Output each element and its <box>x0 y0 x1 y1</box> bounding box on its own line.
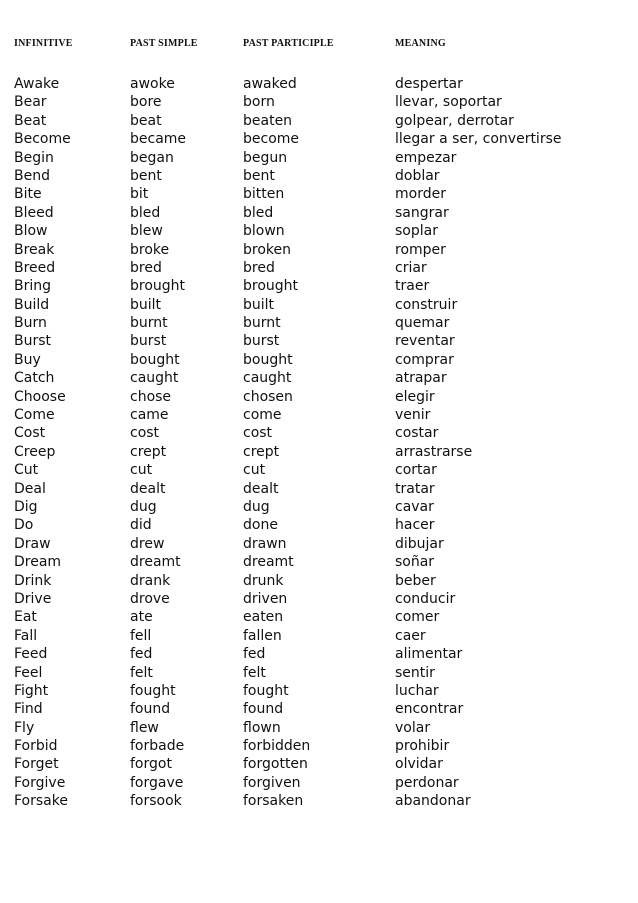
cell-meaning: morder <box>395 186 446 203</box>
cell-meaning: encontrar <box>395 701 464 718</box>
cell-past-participle: bled <box>243 204 274 221</box>
cell-meaning: despertar <box>395 76 463 92</box>
cell-meaning: soplar <box>395 223 438 240</box>
table-row <box>0 406 638 424</box>
cell-past-participle: born <box>243 94 275 111</box>
cell-meaning: empezar <box>395 149 457 166</box>
cell-past-simple: drove <box>130 590 170 607</box>
cell-infinitive: Awake <box>14 76 60 92</box>
cell-infinitive: Bear <box>14 94 47 111</box>
table-row <box>0 498 638 516</box>
cell-past-simple: began <box>130 149 174 166</box>
cell-past-participle: eaten <box>243 609 284 626</box>
cell-past-simple: drew <box>130 535 165 552</box>
cell-past-simple: cost <box>130 425 160 442</box>
cell-infinitive: Buy <box>14 351 41 368</box>
cell-infinitive: Cut <box>14 462 39 479</box>
cell-past-participle: cut <box>243 462 266 479</box>
cell-infinitive: Bleed <box>14 204 54 221</box>
table-row <box>0 664 638 682</box>
cell-infinitive: Fight <box>14 682 49 699</box>
cell-infinitive: Break <box>14 241 55 258</box>
table-row <box>0 185 638 203</box>
header-past-simple: PAST SIMPLE <box>130 38 198 49</box>
header-infinitive: INFINITIVE <box>14 38 73 49</box>
cell-past-participle: found <box>243 701 284 718</box>
cell-past-simple: bent <box>130 167 162 184</box>
table-row <box>0 332 638 350</box>
cell-meaning: construir <box>395 296 458 313</box>
cell-past-simple: fell <box>130 627 152 644</box>
cell-infinitive: Begin <box>14 149 54 166</box>
cell-infinitive: Feel <box>14 664 43 681</box>
cell-infinitive: Come <box>14 407 55 424</box>
cell-past-participle: bought <box>243 351 293 368</box>
cell-infinitive: Bend <box>14 167 50 184</box>
cell-meaning: alimentar <box>395 646 463 663</box>
cell-meaning: volar <box>395 719 431 736</box>
table-row <box>0 682 638 700</box>
cell-past-participle: forgotten <box>243 756 308 773</box>
cell-infinitive: Deal <box>14 480 46 497</box>
cell-meaning: sentir <box>395 664 435 681</box>
cell-past-simple: did <box>130 517 152 534</box>
cell-past-simple: bought <box>130 351 180 368</box>
table-row <box>0 535 638 553</box>
cell-meaning: beber <box>395 572 436 589</box>
cell-meaning: comprar <box>395 351 454 368</box>
cell-meaning: soñar <box>395 554 435 571</box>
cell-past-participle: forgiven <box>243 774 301 791</box>
cell-past-simple: forgot <box>130 756 172 773</box>
cell-meaning: criar <box>395 259 427 276</box>
cell-past-participle: done <box>243 517 278 534</box>
cell-meaning: cavar <box>395 498 434 515</box>
table-row <box>0 277 638 295</box>
cell-infinitive: Fall <box>14 627 38 644</box>
cell-infinitive: Eat <box>14 609 37 626</box>
cell-past-participle: come <box>243 407 282 424</box>
cell-infinitive: Beat <box>14 112 47 129</box>
cell-infinitive: Dream <box>14 554 62 571</box>
cell-meaning: luchar <box>395 682 439 699</box>
cell-infinitive: Bring <box>14 278 52 295</box>
cell-past-simple: fought <box>130 682 176 699</box>
cell-meaning: atrapar <box>395 370 447 387</box>
cell-past-participle: dreamt <box>243 554 294 571</box>
cell-past-participle: crept <box>243 443 280 460</box>
cell-meaning: golpear, derrotar <box>395 112 514 129</box>
cell-past-participle: chosen <box>243 388 293 405</box>
cell-past-simple: drank <box>130 572 171 589</box>
verb-list <box>0 75 638 811</box>
cell-past-simple: bore <box>130 94 162 111</box>
cell-infinitive: Dig <box>14 498 38 515</box>
cell-infinitive: Forgive <box>14 774 66 791</box>
cell-past-simple: burnt <box>130 315 168 332</box>
cell-past-participle: become <box>243 131 300 148</box>
cell-infinitive: Breed <box>14 259 56 276</box>
table-row <box>0 737 638 755</box>
cell-meaning: caer <box>395 627 426 644</box>
cell-meaning: abandonar <box>395 793 471 810</box>
cell-infinitive: Cost <box>14 425 46 442</box>
cell-meaning: reventar <box>395 333 455 350</box>
cell-past-simple: ate <box>130 609 153 626</box>
table-row <box>0 241 638 259</box>
cell-past-participle: dealt <box>243 480 279 497</box>
table-row <box>0 167 638 185</box>
cell-past-simple: brought <box>130 278 186 295</box>
cell-past-participle: blown <box>243 223 285 240</box>
table-row <box>0 700 638 718</box>
table-row <box>0 572 638 590</box>
table-row <box>0 645 638 663</box>
cell-past-simple: built <box>130 296 162 313</box>
cell-past-participle: brought <box>243 278 299 295</box>
cell-past-simple: fed <box>130 646 153 663</box>
table-row <box>0 755 638 773</box>
cell-past-participle: cost <box>243 425 273 442</box>
cell-meaning: venir <box>395 407 431 424</box>
cell-past-participle: burnt <box>243 315 281 332</box>
cell-past-participle: flown <box>243 719 281 736</box>
cell-past-simple: bit <box>130 186 149 203</box>
cell-past-simple: dreamt <box>130 554 181 571</box>
table-row <box>0 369 638 387</box>
cell-meaning: traer <box>395 278 430 295</box>
cell-meaning: romper <box>395 241 446 258</box>
cell-past-participle: burst <box>243 333 280 350</box>
cell-past-simple: forgave <box>130 774 184 791</box>
table-row <box>0 314 638 332</box>
table-row <box>0 149 638 167</box>
cell-past-participle: broken <box>243 241 291 258</box>
cell-past-participle: bitten <box>243 186 285 203</box>
cell-meaning: doblar <box>395 167 440 184</box>
cell-past-simple: became <box>130 131 187 148</box>
table-row <box>0 130 638 148</box>
cell-meaning: costar <box>395 425 439 442</box>
table-row <box>0 75 638 93</box>
table-row <box>0 296 638 314</box>
cell-past-participle: awaked <box>243 76 297 92</box>
table-row <box>0 553 638 571</box>
cell-infinitive: Blow <box>14 223 48 240</box>
cell-meaning: hacer <box>395 517 435 534</box>
cell-past-simple: burst <box>130 333 167 350</box>
cell-meaning: arrastrarse <box>395 443 473 460</box>
header-meaning: MEANING <box>395 38 446 49</box>
cell-past-participle: begun <box>243 149 288 166</box>
table-row <box>0 424 638 442</box>
cell-infinitive: Creep <box>14 443 56 460</box>
cell-past-participle: bred <box>243 259 275 276</box>
table-row <box>0 259 638 277</box>
header-past-participle: PAST PARTICIPLE <box>243 38 334 49</box>
cell-past-participle: beaten <box>243 112 293 129</box>
table-row <box>0 93 638 111</box>
table-row <box>0 719 638 737</box>
table-row <box>0 480 638 498</box>
cell-past-participle: fought <box>243 682 289 699</box>
cell-past-simple: forsook <box>130 793 182 810</box>
cell-past-participle: dug <box>243 498 270 515</box>
cell-past-simple: caught <box>130 370 179 387</box>
cell-past-simple: came <box>130 407 169 424</box>
cell-past-simple: bred <box>130 259 162 276</box>
cell-past-simple: awoke <box>130 76 175 92</box>
cell-infinitive: Do <box>14 517 34 534</box>
cell-past-simple: chose <box>130 388 172 405</box>
table-row <box>0 351 638 369</box>
cell-past-participle: drunk <box>243 572 284 589</box>
cell-past-simple: beat <box>130 112 162 129</box>
cell-past-participle: forsaken <box>243 793 304 810</box>
cell-meaning: dibujar <box>395 535 444 552</box>
cell-infinitive: Drive <box>14 590 52 607</box>
table-row <box>0 774 638 792</box>
cell-past-participle: fallen <box>243 627 282 644</box>
cell-past-simple: bled <box>130 204 161 221</box>
table-row <box>0 627 638 645</box>
cell-past-participle: caught <box>243 370 292 387</box>
table-row <box>0 443 638 461</box>
table-row <box>0 204 638 222</box>
cell-past-participle: felt <box>243 664 266 681</box>
cell-past-participle: driven <box>243 590 288 607</box>
cell-past-participle: bent <box>243 167 275 184</box>
cell-infinitive: Become <box>14 131 71 148</box>
cell-infinitive: Choose <box>14 388 66 405</box>
cell-past-participle: built <box>243 296 275 313</box>
cell-past-simple: forbade <box>130 738 185 755</box>
cell-infinitive: Build <box>14 296 50 313</box>
cell-meaning: comer <box>395 609 440 626</box>
cell-meaning: cortar <box>395 462 437 479</box>
cell-infinitive: Burst <box>14 333 52 350</box>
cell-past-simple: cut <box>130 462 153 479</box>
cell-meaning: perdonar <box>395 774 459 791</box>
cell-past-simple: flew <box>130 719 159 736</box>
cell-meaning: prohibir <box>395 738 450 755</box>
table-row <box>0 792 638 810</box>
cell-infinitive: Burn <box>14 315 47 332</box>
cell-past-simple: crept <box>130 443 167 460</box>
cell-meaning: tratar <box>395 480 435 497</box>
cell-infinitive: Drink <box>14 572 52 589</box>
table-row <box>0 388 638 406</box>
cell-past-simple: dug <box>130 498 157 515</box>
cell-infinitive: Feed <box>14 646 48 663</box>
cell-past-simple: blew <box>130 223 163 240</box>
cell-past-participle: forbidden <box>243 738 311 755</box>
cell-past-simple: felt <box>130 664 153 681</box>
cell-meaning: conducir <box>395 590 456 607</box>
cell-past-participle: drawn <box>243 535 287 552</box>
cell-infinitive: Forsake <box>14 793 68 810</box>
cell-meaning: llegar a ser, convertirse <box>395 131 562 148</box>
cell-meaning: elegir <box>395 388 435 405</box>
cell-meaning: llevar, soportar <box>395 94 502 111</box>
cell-meaning: olvidar <box>395 756 443 773</box>
cell-infinitive: Draw <box>14 535 51 552</box>
cell-infinitive: Fly <box>14 719 35 736</box>
cell-past-simple: found <box>130 701 171 718</box>
cell-infinitive: Catch <box>14 370 55 387</box>
cell-meaning: quemar <box>395 315 450 332</box>
cell-past-simple: dealt <box>130 480 166 497</box>
table-row <box>0 222 638 240</box>
table-row <box>0 516 638 534</box>
cell-infinitive: Find <box>14 701 43 718</box>
cell-infinitive: Forbid <box>14 738 58 755</box>
table-row <box>0 608 638 626</box>
cell-past-simple: broke <box>130 241 170 258</box>
cell-infinitive: Bite <box>14 186 42 203</box>
table-row <box>0 461 638 479</box>
cell-infinitive: Forget <box>14 756 59 773</box>
table-row <box>0 590 638 608</box>
cell-meaning: sangrar <box>395 204 449 221</box>
cell-past-participle: fed <box>243 646 266 663</box>
table-row <box>0 112 638 130</box>
